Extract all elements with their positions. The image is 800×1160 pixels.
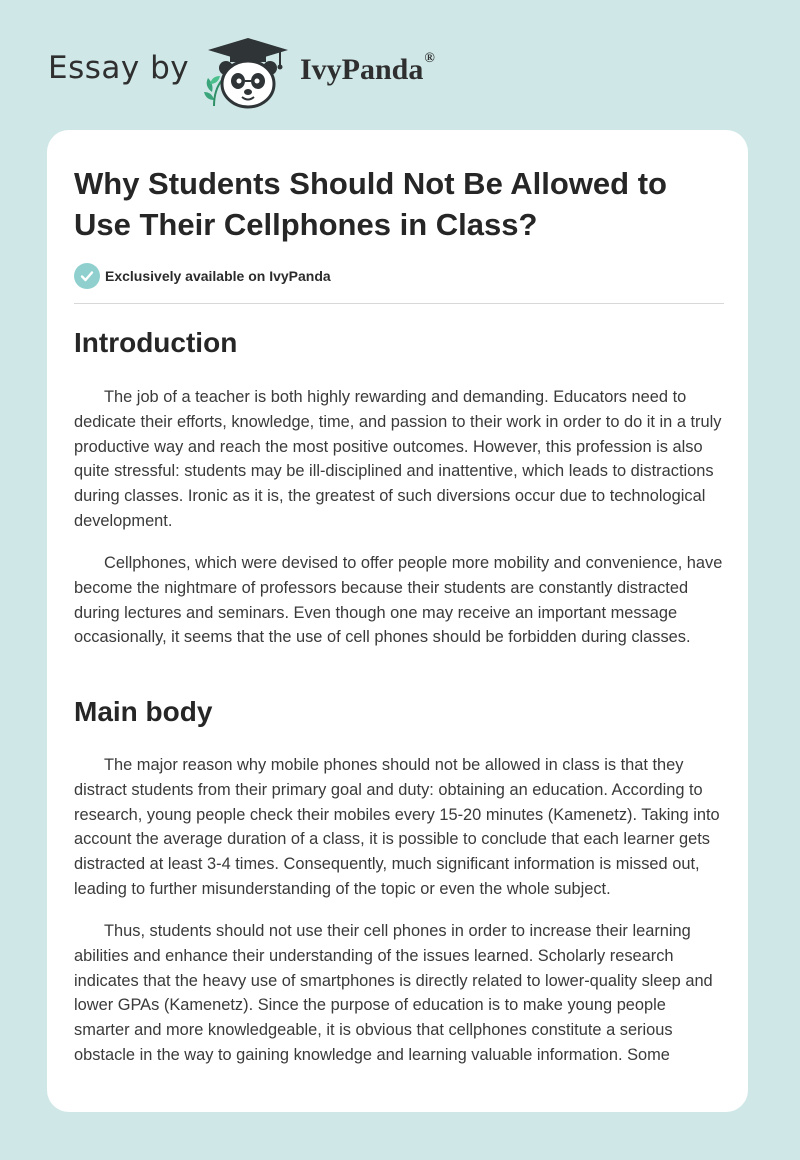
exclusive-badge [74,263,331,289]
paragraph: Thus, students should not use their cell phones in order to increase their learning abilities and enhance their understanding of the issues learned. Scholarly research indicates that the heavy use of smartphones is directly related to lower-quality sleep and lower GPAs (Kamenetz). Since the purpose of education is to make young people smarter and more knowledgeable, it is obvious that cellphones constitute a serious obstacle in the way to gaining knowledge and learning valuable information. Some [74,922,713,1064]
essay-title: Why Students Should Not Be Allowed to Use Their Cellphones in Class? [74,166,667,242]
section-heading-main-body: Main body [74,696,213,727]
check-icon [74,263,100,289]
registered-mark: ® [424,51,435,66]
essay-card [47,130,748,1112]
brand-name[interactable]: IvyPanda® [300,51,435,86]
paragraph: The job of a teacher is both highly rewarding and demanding. Educators need to dedicate their efforts, knowledge, time, and passion to their work in order to do it in a truly productive way and reach the most positive outcomes. However, this profession is also quite stressful: students may be ill-disciplined and inattentive, which leads to distractions during classes. Ironic as it is, the greatest of such diversions occur due to technological development. [74,388,722,530]
essay-by-label: Essay by [48,50,190,86]
paragraph: The major reason why mobile phones should not be allowed in class is that they distract students from their primary goal and duty: obtaining an education. According to research, young people check their mobiles every 15-20 minutes (Kamenetz). Taking into account the average duration of a class, it is possible to conclude that each learner gets distracted at least 3-4 times. Consequently, much significant information is missed out, leading to further misunderstanding of the topic or even the whole subject. [74,756,720,898]
divider [74,303,724,304]
badge-text: Exclusively available on IvyPanda [105,268,331,284]
site-header [0,0,800,130]
ivypanda-logo-icon[interactable] [200,34,296,110]
section-heading-introduction: Introduction [74,327,238,358]
paragraph: Cellphones, which were devised to offer people more mobility and convenience, have become the nightmare of professors because their students are constantly distracted during lectures and seminars. Even though one may receive an important message occasionally, it seems that the use of cell phones should be forbidden during classes. [74,554,723,647]
